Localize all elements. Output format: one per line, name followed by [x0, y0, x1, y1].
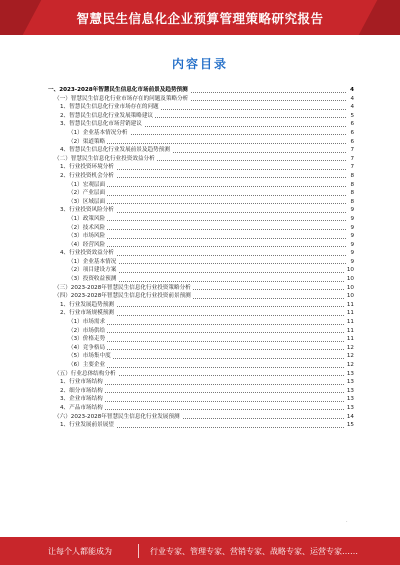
toc-entry-label: （3）区域层面: [68, 198, 106, 205]
page-header: [0, 0, 400, 35]
toc-entry-label: （3）价格走势: [68, 336, 106, 343]
toc-leader-dots: [68, 324, 346, 325]
toc-entry-label: 3、企业市场结构: [60, 396, 103, 403]
toc-entry-page: 12: [346, 353, 354, 360]
toc-entry-page: 11: [346, 319, 354, 326]
toc-entry-label: 一、2023-2028年智慧民生信息化市场前景及趋势预测: [48, 87, 188, 93]
toc-entry-label: （2）渠道策略: [68, 138, 106, 145]
toc-leader-dots: [68, 186, 346, 187]
toc-leader-dots: [68, 195, 346, 196]
toc-entry-page: 10: [346, 284, 354, 291]
toc-entry-label: （1）宏观层面: [68, 181, 106, 188]
toc-entry[interactable]: [48, 129, 354, 138]
toc-entry[interactable]: [48, 155, 354, 164]
toc-entry-page: 9: [350, 241, 354, 248]
toc-entry[interactable]: [48, 301, 354, 310]
toc-entry-page: 9: [350, 250, 354, 257]
toc-leader-dots: [68, 332, 346, 333]
footer-divider: [138, 544, 139, 558]
toc-entry[interactable]: [48, 95, 354, 104]
toc-entry-label: （1）市场需求: [68, 319, 106, 326]
toc-entry-page: 9: [350, 258, 354, 265]
toc-entry-page: 7: [350, 155, 354, 162]
toc-entry[interactable]: [48, 404, 354, 413]
toc-entry[interactable]: [48, 120, 354, 129]
toc-entry-page: 13: [346, 387, 354, 394]
toc-entry-label: （一）智慧民生信息化行业市场存在的问题及策略分析: [54, 95, 189, 102]
toc-entry-page: 11: [346, 336, 354, 343]
toc-entry-label: 1、行业投资环境分析: [60, 164, 114, 171]
toc-leader-dots: [68, 341, 346, 342]
toc-entry[interactable]: [48, 215, 354, 224]
toc-entry-page: 8: [350, 172, 354, 179]
toc-entry-page: 10: [346, 276, 354, 283]
toc-entry-label: 1、智慧民生信息化行业市场存在的问题: [60, 104, 159, 111]
toc-entry-label: （3）市场风险: [68, 233, 106, 240]
toc-entry-page: 4: [350, 104, 354, 111]
toc-entry[interactable]: [48, 335, 354, 344]
toc-entry-page: 8: [350, 198, 354, 205]
toc-entry-page: 8: [350, 190, 354, 197]
toc-entry[interactable]: [48, 413, 354, 422]
toc-entry-label: 2、智慧民生信息化行业发展策略建议: [60, 112, 154, 119]
toc-entry[interactable]: [48, 327, 354, 336]
toc-entry[interactable]: [48, 206, 354, 215]
toc-entry-label: 1、行业发展前景展望: [60, 422, 114, 429]
toc-entry[interactable]: [48, 163, 354, 172]
toc-entry-label: 2、细分市场结构: [60, 387, 103, 394]
toc-entry[interactable]: [48, 421, 354, 430]
toc-entry-page: 5: [350, 112, 354, 119]
toc-entry-page: 10: [346, 267, 354, 274]
toc-entry-page: 12: [346, 362, 354, 368]
toc-entry[interactable]: [48, 318, 354, 327]
toc-entry[interactable]: [48, 395, 354, 404]
toc-leader-dots: [68, 220, 346, 221]
toc-entry[interactable]: [48, 138, 354, 147]
toc-entry[interactable]: [48, 241, 354, 250]
toc-leader-dots: [68, 143, 346, 144]
toc-entry-page: 15: [346, 422, 354, 429]
toc-entry-page: 11: [346, 327, 354, 334]
toc-entry-label: （2）产业层面: [68, 190, 106, 197]
toc-entry[interactable]: [48, 266, 354, 275]
toc-entry-label: （1）企业基本情况: [68, 258, 117, 265]
toc-entry[interactable]: [48, 370, 354, 379]
toc-entry-page: 13: [346, 370, 354, 377]
toc-entry[interactable]: [48, 309, 354, 318]
toc-entry-label: （1）政策风险: [68, 215, 106, 222]
toc-leader-dots: [68, 229, 346, 230]
toc-entry[interactable]: [48, 258, 354, 267]
toc-entry[interactable]: [48, 198, 354, 207]
page-footer: [0, 537, 400, 565]
toc-entry-page: 13: [346, 404, 354, 411]
toc-entry[interactable]: [48, 378, 354, 387]
toc-entry[interactable]: [48, 146, 354, 155]
toc-entry-page: 6: [350, 129, 354, 136]
toc-entry[interactable]: [48, 232, 354, 241]
footer-slogan-left: 让每个人都能成为: [48, 547, 112, 556]
toc-entry[interactable]: [48, 103, 354, 112]
toc-entry-page: 6: [350, 138, 354, 145]
toc-entry-label: （五）行业总体结构分析: [54, 370, 116, 377]
toc-entry-page: 9: [350, 207, 354, 214]
page-mark: ·: [346, 519, 348, 525]
toc-leader-dots: [68, 246, 346, 247]
toc-entry[interactable]: [48, 181, 354, 190]
toc-entry-page: 9: [350, 224, 354, 231]
toc-entry-page: 9: [350, 233, 354, 240]
toc-entry-label: （二）智慧民生信息化行业投资效益分析: [54, 155, 155, 162]
toc-entry-label: （三）2023-2028年智慧民生信息化行业投资策略分析: [54, 284, 191, 291]
toc-entry-label: （5）市场集中度: [68, 353, 111, 360]
toc-entry-label: （4）竞争格局: [68, 344, 106, 351]
toc-entry-page: 13: [346, 379, 354, 386]
toc-heading: 内容目录: [171, 57, 228, 71]
toc-entry-label: 2、行业投资机会分析: [60, 172, 114, 179]
toc-entry-page: 6: [350, 121, 354, 128]
toc-entry[interactable]: [48, 249, 354, 258]
toc-entry-page: 11: [346, 310, 354, 317]
table-of-contents: [48, 86, 354, 430]
toc-entry-page: 12: [346, 344, 354, 351]
toc-entry-label: （3）投资收益预测: [68, 276, 117, 283]
toc-entry-label: （六）2023-2028年智慧民生信息化行业发展预测: [54, 413, 180, 420]
toc-entry[interactable]: [48, 284, 354, 293]
toc-entry-label: （6）主要企业: [68, 362, 106, 368]
toc-entry[interactable]: [48, 112, 354, 121]
toc-entry-page: 4: [350, 95, 354, 102]
report-title: 智慧民生信息化企业预算管理策略研究报告: [76, 11, 324, 26]
toc-entry-page: 9: [350, 215, 354, 222]
toc-entry-label: 3、智慧民生信息化市场营销建议: [60, 121, 142, 128]
toc-entry-page: 13: [346, 396, 354, 403]
toc-entry[interactable]: [48, 275, 354, 284]
toc-leader-dots: [68, 349, 346, 350]
toc-entry-label: 2、行业市场规模预测: [60, 310, 114, 317]
toc-entry-page: 7: [350, 164, 354, 171]
toc-leader-dots: [68, 203, 346, 204]
toc-entry-page: 14: [346, 413, 354, 420]
toc-entry-page: 7: [350, 147, 354, 154]
toc-entry[interactable]: [48, 387, 354, 396]
toc-entry[interactable]: [48, 224, 354, 233]
toc-entry-label: （2）技术风险: [68, 224, 106, 231]
toc-entry-label: 4、行业投资效益分析: [60, 250, 114, 257]
toc-entry[interactable]: [48, 172, 354, 181]
toc-entry[interactable]: [48, 352, 354, 361]
toc-entry-label: （2）市场供给: [68, 327, 106, 334]
toc-leader-dots: [68, 238, 346, 239]
toc-entry-page: 11: [346, 301, 354, 308]
toc-entry-label: （四）2023-2028年智慧民生信息化行业投资前景预测: [54, 293, 191, 300]
toc-entry-label: （1）企业基本情况分析: [68, 129, 128, 136]
toc-entry-page: 8: [350, 181, 354, 188]
toc-entry[interactable]: [48, 344, 354, 353]
toc-entry-page: 4: [350, 87, 354, 93]
footer-slogan-right: 行业专家、管理专家、营销专家、战略专家、运营专家……: [150, 547, 358, 556]
toc-entry-label: 1、行业市场结构: [60, 379, 103, 386]
toc-entry-label: 1、行业发展趋势预测: [60, 301, 114, 308]
toc-entry[interactable]: [48, 292, 354, 301]
toc-entry[interactable]: [48, 361, 354, 370]
toc-entry-page: 10: [346, 293, 354, 300]
toc-entry-label: 3、行业投资风险分析: [60, 207, 114, 214]
toc-entry-label: （4）经营风险: [68, 241, 106, 248]
toc-entry[interactable]: [48, 189, 354, 198]
toc-entry[interactable]: [48, 86, 354, 95]
toc-entry-label: （2）项目建设方案: [68, 267, 117, 274]
toc-entry-label: 4、智慧民生信息化行业发展前景及趋势预测: [60, 147, 170, 154]
toc-leader-dots: [68, 367, 346, 368]
toc-entry-label: 4、产品市场结构: [60, 404, 103, 411]
